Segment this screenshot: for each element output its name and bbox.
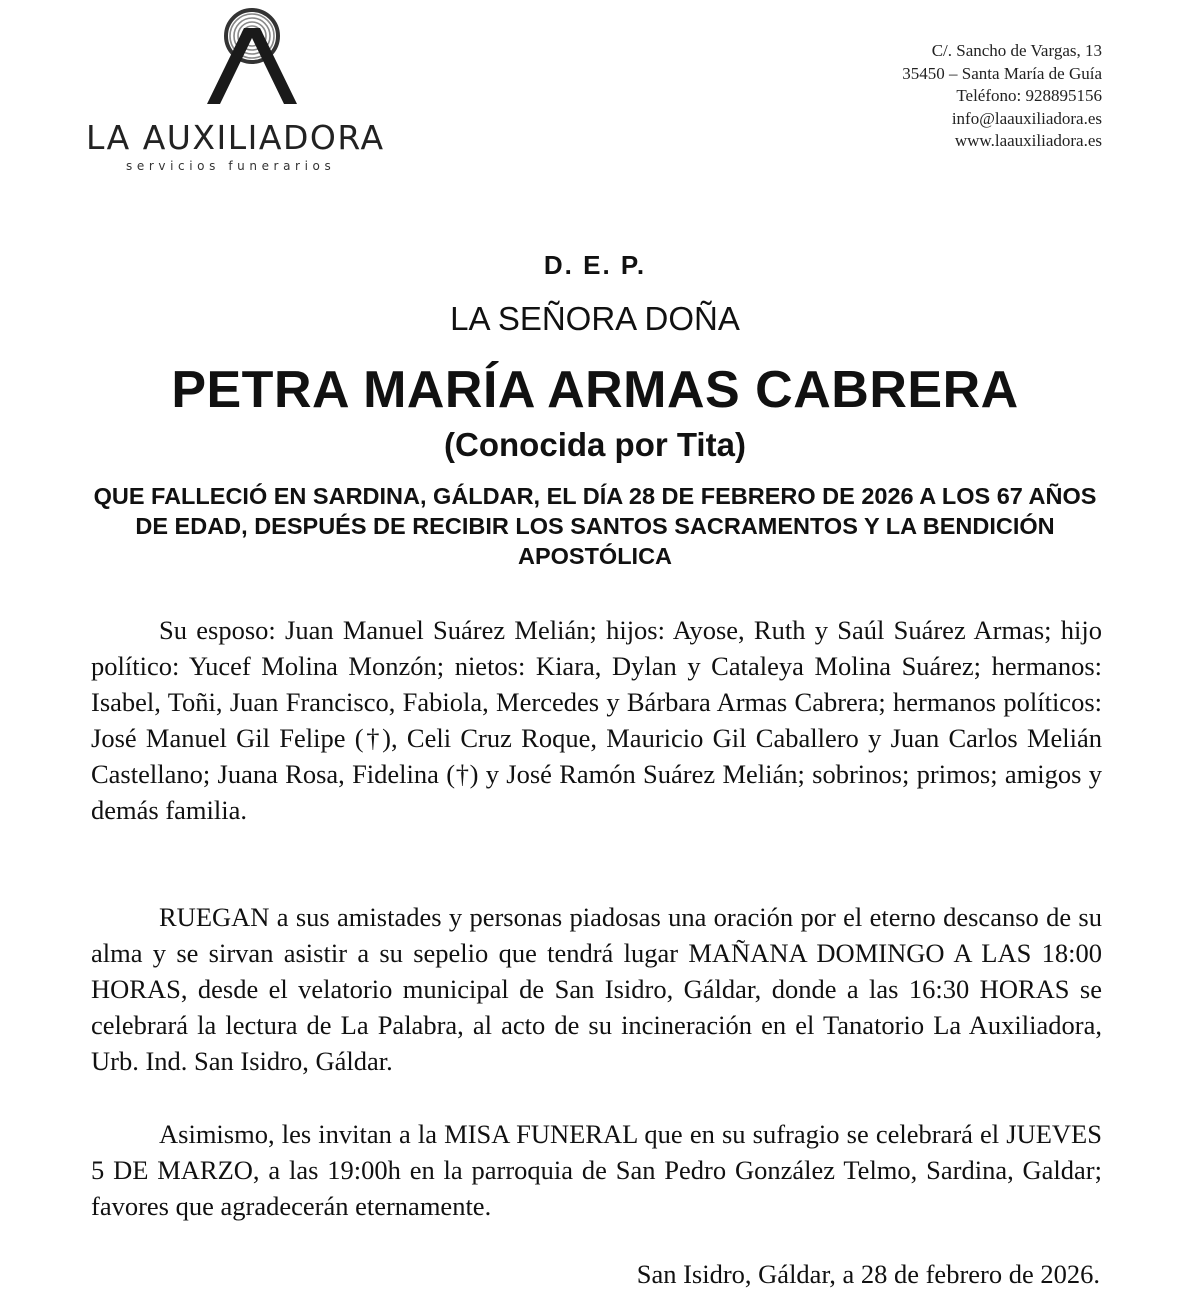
place-date-signoff: San Isidro, Gáldar, a 28 de febrero de 2026. <box>636 1259 1100 1289</box>
mass-invitation-paragraph: Asimismo, les invitan a la MISA FUNERAL que en su sufragio se celebrará el JUEVES 5 DE MARZO, a las 19:00h en la parroquia de San Pedro González Telmo, Sardina, Galdar; favores que agradecerán eternamente. <box>91 1119 1102 1221</box>
brand-tagline: servicios funerarios <box>126 159 336 173</box>
company-logo <box>82 8 412 173</box>
funeral-request-paragraph: RUEGAN a sus amistades y personas piadosas una oración por el eterno descanso de su alma y se sirvan asistir a su sepelio que tendrá lugar MAÑANA DOMINGO A LAS 18:00 HORAS, desde el velatorio municipal de San Isidro, Gáldar, donde a las 16:30 HORAS se celebrará la lectura de La Palabra, al acto de su incineración en el Tanatorio La Auxiliadora, Urb. Ind. San Isidro, Gáldar. <box>91 902 1102 1076</box>
honorific-heading: LA SEÑORA DOÑA <box>450 300 740 337</box>
contact-block <box>902 40 1102 153</box>
brand-name: LA AUXILIADORA <box>86 118 385 157</box>
contact-email: info@laauxiliadora.es <box>951 108 1102 128</box>
logo-mark-icon <box>192 8 312 113</box>
contact-website: www.laauxiliadora.es <box>954 131 1102 150</box>
dep-heading: D. E. P. <box>543 250 647 280</box>
deceased-nickname: (Conocida por Tita) <box>444 426 746 463</box>
contact-phone: Teléfono: 928895156 <box>956 86 1102 105</box>
family-paragraph: Su esposo: Juan Manuel Suárez Melián; hijos: Ayose, Ruth y Saúl Suárez Armas; hijo político: Yucef Molina Monzón; nietos: Kiara, Dylan y Cataleya Molina Suárez; hermanos: Isabel, Toñi, Juan Francisco, Fabiola, Mercedes y Bárbara Armas Cabrera; hermanos políticos: José Manuel Gil Felipe (†), Celi Cruz Roque, Mauricio Gil Caballero y Juan Carlos Melián Castellano; Juana Rosa, Fidelina (†) y José Ramón Suárez Melián; sobrinos; primos; amigos y demás familia. <box>91 615 1102 825</box>
death-statement: QUE FALLECIÓ EN SARDINA, GÁLDAR, EL DÍA 28 DE FEBRERO DE 2026 A LOS 67 AÑOS DE EDAD, DESPUÉS DE RECIBIR LOS SANTOS SACRAMENTOS Y LA BENDICIÓN APOSTÓLICA <box>93 483 1097 569</box>
contact-city: 35450 – Santa María de Guía <box>902 63 1102 83</box>
deceased-name: PETRA MARÍA ARMAS CABRERA <box>171 361 1019 419</box>
contact-address: C/. Sancho de Vargas, 13 <box>931 41 1102 60</box>
